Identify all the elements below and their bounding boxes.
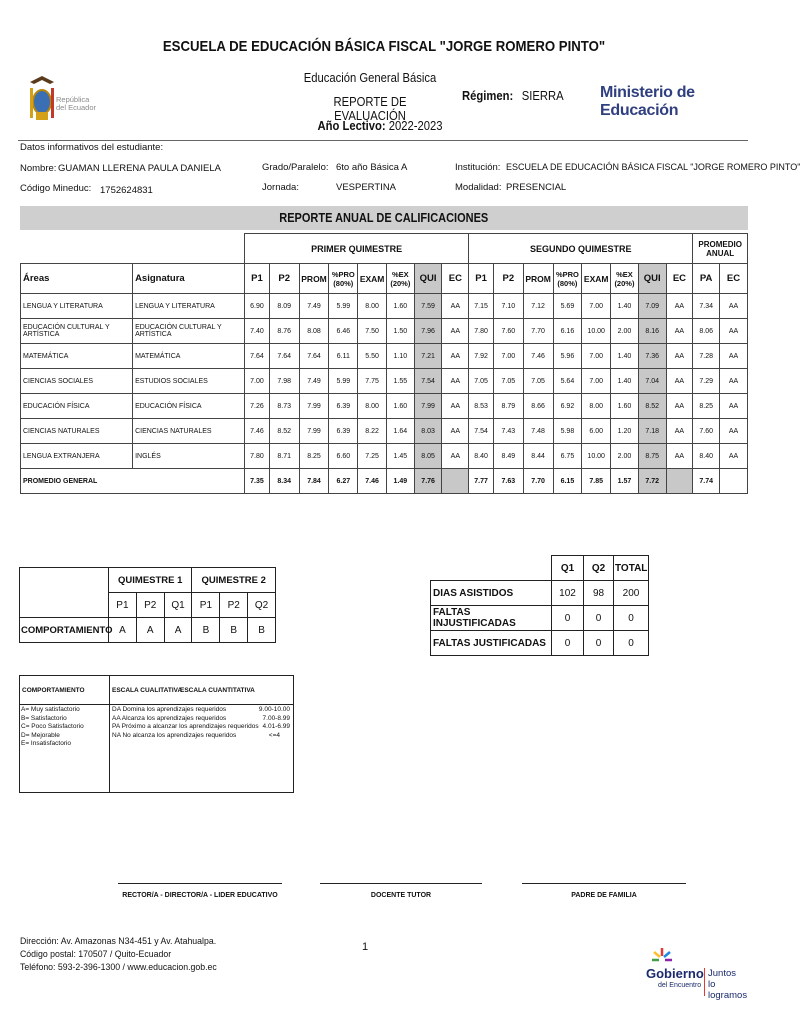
grade-cell: 7.64 — [269, 344, 299, 369]
col-header: PROM — [523, 264, 553, 294]
behavior-table — [19, 567, 276, 643]
grade-cell: AA — [666, 344, 693, 369]
legend-divider — [109, 676, 110, 792]
annual-cell: 7.34 — [693, 294, 720, 319]
behavior-q2-header: QUIMESTRE 2 — [192, 568, 276, 593]
annual-cell: AA — [720, 444, 748, 469]
behavior-subcol: P1 — [192, 593, 220, 618]
behavior-subcol: Q1 — [164, 593, 192, 618]
behavior-row-label: COMPORTAMIENTO — [20, 618, 109, 643]
grade-cell: 7.36 — [638, 344, 666, 369]
col-header: P1 — [469, 264, 494, 294]
gobierno-divider — [704, 968, 705, 996]
grade-cell: 8.08 — [299, 319, 329, 344]
grade-cell: 7.96 — [414, 319, 442, 344]
grade-cell: 7.46 — [245, 419, 270, 444]
subject-cell: EDUCACIÓN CULTURAL Y ARTÍSTICA — [133, 319, 245, 344]
legend-behavior-item: D= Mejorable — [21, 731, 60, 739]
footer-postal: Código postal: 170507 / Quito-Ecuador — [20, 949, 172, 960]
grade-cell: 1.40 — [611, 294, 639, 319]
blank-corner — [21, 234, 133, 264]
level-label: Educación General Básica — [303, 71, 437, 85]
grade-cell: 7.99 — [414, 394, 442, 419]
gobierno-brand: Gobierno — [646, 966, 704, 981]
grade-cell: 1.40 — [611, 369, 639, 394]
grade-cell: 8.16 — [638, 319, 666, 344]
general-cell — [666, 469, 693, 494]
signature-parent: PADRE DE FAMILIA — [571, 892, 637, 899]
general-cell: 7.72 — [638, 469, 666, 494]
modality-label: Modalidad: — [455, 182, 502, 193]
grade-cell: 6.46 — [329, 319, 358, 344]
regime-value: SIERRA — [521, 89, 564, 103]
grade-cell: 1.20 — [611, 419, 639, 444]
subject-cell: ESTUDIOS SOCIALES — [133, 369, 245, 394]
grade-cell: 7.00 — [493, 344, 523, 369]
subject-cell: MATEMÁTICA — [133, 344, 245, 369]
attendance-row-label: FALTAS JUSTIFICADAS — [431, 631, 552, 656]
grade-cell: 7.05 — [493, 369, 523, 394]
attendance-col: Q1 — [552, 556, 584, 581]
general-cell: 7.76 — [414, 469, 442, 494]
footer-address-block — [20, 935, 217, 974]
grade-cell: 7.09 — [638, 294, 666, 319]
attendance-value: 0 — [552, 606, 584, 631]
grades-table — [20, 233, 748, 494]
grade-cell: 8.66 — [523, 394, 553, 419]
grade-cell: AA — [442, 444, 469, 469]
annual-cell: AA — [720, 394, 748, 419]
grade-cell: 10.00 — [582, 444, 611, 469]
grade-cell: AA — [442, 294, 469, 319]
institution-value: ESCUELA DE EDUCACIÓN BÁSICA FISCAL "JORGE ROMERO PINTO" — [506, 162, 800, 172]
annual-cell: 8.25 — [693, 394, 720, 419]
grade-cell: 8.22 — [358, 419, 387, 444]
annual-cell: AA — [720, 369, 748, 394]
behavior-q1-header: QUIMESTRE 1 — [109, 568, 192, 593]
annual-cell: AA — [720, 294, 748, 319]
school-year — [308, 119, 452, 133]
general-cell: 1.49 — [386, 469, 414, 494]
annual-cell: 8.06 — [693, 319, 720, 344]
grade-cell: AA — [442, 369, 469, 394]
grade-cell: 7.49 — [299, 369, 329, 394]
grade-cell: 1.10 — [386, 344, 414, 369]
grade-cell: 6.60 — [329, 444, 358, 469]
general-cell: 7.63 — [493, 469, 523, 494]
signature-principal: RECTOR/A - DIRECTOR/A - LIDER EDUCATIVO — [122, 892, 278, 899]
grade-cell: 8.71 — [269, 444, 299, 469]
grade-cell: AA — [666, 444, 693, 469]
annual-cell: AA — [720, 419, 748, 444]
grade-cell: 7.98 — [269, 369, 299, 394]
grade-cell: 7.92 — [469, 344, 494, 369]
legend-behavior-item: A= Muy satisfactorio — [21, 706, 80, 713]
grade-cell: 8.76 — [269, 319, 299, 344]
area-cell: MATEMÁTICA — [21, 344, 133, 369]
subject-header: Asignatura — [133, 264, 245, 294]
area-cell: CIENCIAS NATURALES — [21, 419, 133, 444]
table-row — [21, 419, 748, 444]
annual-cell: 7.28 — [693, 344, 720, 369]
subject-cell: INGLÉS — [133, 444, 245, 469]
legend-behavior-list — [21, 706, 84, 749]
table-row — [21, 344, 748, 369]
col-header: QUI — [414, 264, 442, 294]
grade-cell: 7.00 — [582, 294, 611, 319]
grade-cell: 5.96 — [553, 344, 582, 369]
name-value: GUAMAN LLERENA PAULA DANIELA — [58, 163, 221, 174]
legend-scale-item: NA No alcanza los aprendizajes requeridos <=4 — [112, 731, 280, 739]
signature-line — [522, 883, 686, 884]
grade-cell: 8.49 — [493, 444, 523, 469]
attendance-value: 0 — [584, 606, 614, 631]
grade-cell: 7.46 — [523, 344, 553, 369]
grade-cell: 7.04 — [638, 369, 666, 394]
logo-text-line2: del Ecuador — [56, 103, 97, 112]
grade-cell: 8.00 — [358, 394, 387, 419]
behavior-blank — [20, 568, 109, 618]
general-cell: 7.70 — [523, 469, 553, 494]
grade-cell: 6.90 — [245, 294, 270, 319]
general-cell: 7.85 — [582, 469, 611, 494]
grade-cell: AA — [442, 394, 469, 419]
area-cell: CIENCIAS SOCIALES — [21, 369, 133, 394]
grade-cell: 7.00 — [245, 369, 270, 394]
grade-cell: 8.53 — [469, 394, 494, 419]
grade-cell: AA — [666, 294, 693, 319]
general-average-label: PROMEDIO GENERAL — [21, 469, 245, 494]
legend-scale-item: DA Domina los aprendizajes requeridos 9.00-10.00 — [112, 706, 290, 713]
gobierno-slogan: Juntos lo logramos — [708, 968, 748, 1001]
grade-cell: 6.39 — [329, 394, 358, 419]
behavior-subcol: P2 — [136, 593, 164, 618]
ministerio-logo: Ministerio de Educación — [600, 84, 695, 119]
grade-label: Grado/Paralelo: — [262, 162, 329, 173]
attendance-value: 0 — [614, 606, 649, 631]
col-header: EXAM — [358, 264, 387, 294]
grade-cell: 6.11 — [329, 344, 358, 369]
grade-cell: 7.00 — [582, 369, 611, 394]
grade-cell: 7.26 — [245, 394, 270, 419]
grade-cell: 7.15 — [469, 294, 494, 319]
annual-average-header: PROMEDIO ANUAL — [693, 234, 748, 264]
subject-cell: EDUCACIÓN FÍSICA — [133, 394, 245, 419]
shift-label: Jornada: — [262, 182, 299, 193]
grade-cell: 2.00 — [611, 444, 639, 469]
area-cell: LENGUA EXTRANJERA — [21, 444, 133, 469]
grade-cell: 2.00 — [611, 319, 639, 344]
grade-cell: 7.59 — [414, 294, 442, 319]
grade-cell: 7.00 — [582, 344, 611, 369]
grade-cell: 8.73 — [269, 394, 299, 419]
col-header: P2 — [493, 264, 523, 294]
grade-cell: 8.44 — [523, 444, 553, 469]
grade-cell: 8.25 — [299, 444, 329, 469]
year-value: 2022-2023 — [388, 119, 443, 133]
grade-cell: AA — [666, 419, 693, 444]
grade-cell: 6.16 — [553, 319, 582, 344]
grade-cell: 7.54 — [469, 419, 494, 444]
grade-cell: AA — [442, 319, 469, 344]
col-header: %EX (20%) — [611, 264, 639, 294]
code-value: 1752624831 — [100, 185, 153, 196]
grade-cell: 8.09 — [269, 294, 299, 319]
grade-cell: 7.64 — [299, 344, 329, 369]
attendance-col: Q2 — [584, 556, 614, 581]
legend-quantitative-title: ESCALA CUANTITATIVA — [180, 687, 255, 694]
grade-cell: 10.00 — [582, 319, 611, 344]
general-cell: 7.84 — [299, 469, 329, 494]
grade-cell: AA — [442, 419, 469, 444]
grade-cell: 6.00 — [582, 419, 611, 444]
grade-cell: 5.98 — [553, 419, 582, 444]
col-header: P2 — [269, 264, 299, 294]
general-annual-cell: 7.74 — [693, 469, 720, 494]
table-row — [21, 444, 748, 469]
attendance-value: 200 — [614, 581, 649, 606]
attendance-row-label: DIAS ASISTIDOS — [431, 581, 552, 606]
col-header: %PRO (80%) — [553, 264, 582, 294]
shift-value: VESPERTINA — [336, 182, 397, 193]
attendance-table — [430, 555, 649, 656]
attendance-row-label: FALTAS INJUSTIFICADAS — [431, 606, 552, 631]
grade-cell: 7.80 — [245, 444, 270, 469]
behavior-value: A — [109, 618, 137, 643]
behavior-value: A — [164, 618, 192, 643]
grade-cell: 7.05 — [523, 369, 553, 394]
grade-cell: 7.40 — [245, 319, 270, 344]
legend-behavior-item: E= Insatisfactorio — [21, 740, 72, 747]
annual-cell: 8.40 — [693, 444, 720, 469]
grade-cell: AA — [666, 394, 693, 419]
col-header: %PRO (80%) — [329, 264, 358, 294]
signature-line — [118, 883, 282, 884]
col-header: QUI — [638, 264, 666, 294]
table-row — [21, 294, 748, 319]
attendance-value: 102 — [552, 581, 584, 606]
col-header: P1 — [245, 264, 270, 294]
grade-cell: 7.43 — [493, 419, 523, 444]
footer-address: Dirección: Av. Amazonas N34-451 y Av. Atahualpa. — [20, 936, 217, 947]
grade-cell: 7.05 — [469, 369, 494, 394]
grade-cell: 1.45 — [386, 444, 414, 469]
attendance-value: 0 — [584, 631, 614, 656]
grade-cell: 8.75 — [638, 444, 666, 469]
attendance-value: 98 — [584, 581, 614, 606]
legend-behavior-item: B= Satisfactorio — [21, 714, 67, 722]
grade-cell: 5.50 — [358, 344, 387, 369]
grade-cell: 8.03 — [414, 419, 442, 444]
subject-cell: LENGUA Y LITERATURA — [133, 294, 245, 319]
student-section-label: Datos informativos del estudiante: — [20, 142, 164, 153]
grade-cell: AA — [442, 344, 469, 369]
grade-cell: 7.64 — [245, 344, 270, 369]
grade-cell: 7.10 — [493, 294, 523, 319]
grade-cell: 6.92 — [553, 394, 582, 419]
grade-cell: 1.64 — [386, 419, 414, 444]
gobierno-logo — [640, 942, 750, 1001]
col-header: PROM — [299, 264, 329, 294]
grade-cell: 7.99 — [299, 419, 329, 444]
grade-cell: 8.52 — [269, 419, 299, 444]
area-cell: EDUCACIÓN CULTURAL Y ARTÍSTICA — [21, 319, 133, 344]
general-cell: 6.27 — [329, 469, 358, 494]
grade-cell: 7.21 — [414, 344, 442, 369]
regime — [462, 89, 564, 103]
grade-value: 6to año Básica A — [336, 162, 408, 173]
grade-cell: 7.70 — [523, 319, 553, 344]
col-header: EXAM — [582, 264, 611, 294]
grade-cell: 8.79 — [493, 394, 523, 419]
grade-cell: 7.12 — [523, 294, 553, 319]
general-cell: 7.35 — [245, 469, 270, 494]
areas-header: Áreas — [21, 264, 133, 294]
grade-cell: 8.00 — [582, 394, 611, 419]
blank-corner-2 — [133, 234, 245, 264]
logo-text-line1: República — [56, 95, 90, 104]
general-cell: 1.57 — [611, 469, 639, 494]
institution-label: Institución: — [455, 162, 501, 173]
col-header: EC — [442, 264, 469, 294]
attendance-value: 0 — [552, 631, 584, 656]
grade-cell: 1.55 — [386, 369, 414, 394]
grade-cell: 1.60 — [611, 394, 639, 419]
grade-cell: 5.99 — [329, 294, 358, 319]
subject-cell: CIENCIAS NATURALES — [133, 419, 245, 444]
grade-cell: 7.54 — [414, 369, 442, 394]
coat-of-arms-icon — [26, 74, 58, 126]
gobierno-brand-sub: del Encuentro — [658, 982, 702, 989]
footer-phone: Teléfono: 593-2-396-1300 / www.educacion.gob.ec — [20, 962, 217, 973]
behavior-subcol: P2 — [220, 593, 248, 618]
year-label: Año Lectivo: — [317, 119, 386, 133]
grade-cell: 7.60 — [493, 319, 523, 344]
behavior-value: A — [136, 618, 164, 643]
legend-box — [19, 675, 294, 793]
area-cell: LENGUA Y LITERATURA — [21, 294, 133, 319]
col-header: PA — [693, 264, 720, 294]
grade-cell: 7.99 — [299, 394, 329, 419]
grade-cell: 7.25 — [358, 444, 387, 469]
table-row — [21, 394, 748, 419]
table-row — [21, 319, 748, 344]
grade-cell: 1.60 — [386, 394, 414, 419]
grade-cell: 7.49 — [299, 294, 329, 319]
behavior-value: B — [192, 618, 220, 643]
behavior-subcol: Q2 — [248, 593, 276, 618]
modality-value: PRESENCIAL — [506, 182, 567, 193]
page-number: 1 — [362, 941, 369, 953]
legend-qualitative-title: ESCALA CUALITATIVA — [112, 687, 183, 694]
annual-cell: 7.60 — [693, 419, 720, 444]
legend-behavior-item: C= Poco Satisfactorio — [21, 723, 84, 730]
signature-tutor: DOCENTE TUTOR — [370, 892, 432, 899]
behavior-subcol: P1 — [109, 593, 137, 618]
col-header: EC — [720, 264, 748, 294]
ecuador-coat-of-arms-logo — [26, 74, 121, 126]
general-cell — [442, 469, 469, 494]
annual-cell: 7.29 — [693, 369, 720, 394]
behavior-value: B — [248, 618, 276, 643]
general-cell: 6.15 — [553, 469, 582, 494]
grade-cell: 1.50 — [386, 319, 414, 344]
grade-cell: 7.48 — [523, 419, 553, 444]
area-cell: EDUCACIÓN FÍSICA — [21, 394, 133, 419]
col-header: EC — [666, 264, 693, 294]
code-label: Código Mineduc: — [20, 183, 92, 194]
grade-cell: 5.69 — [553, 294, 582, 319]
col-header: %EX (20%) — [386, 264, 414, 294]
grade-cell: 8.52 — [638, 394, 666, 419]
grade-cell: AA — [666, 319, 693, 344]
grade-cell: 6.75 — [553, 444, 582, 469]
second-quimester-header: SEGUNDO QUIMESTRE — [469, 234, 693, 264]
grade-cell: 7.80 — [469, 319, 494, 344]
first-quimester-header: PRIMER QUIMESTRE — [245, 234, 469, 264]
grade-cell: 8.05 — [414, 444, 442, 469]
legend-behavior-title: COMPORTAMIENTO — [22, 687, 85, 694]
behavior-value: B — [220, 618, 248, 643]
regime-label: Régimen: — [462, 89, 514, 103]
grade-cell: 5.99 — [329, 369, 358, 394]
report-label: REPORTE DE EVALUACIÓN — [333, 95, 407, 123]
legend-header-line — [20, 704, 293, 705]
general-cell: 8.34 — [269, 469, 299, 494]
general-cell: 7.77 — [469, 469, 494, 494]
grade-cell: 5.64 — [553, 369, 582, 394]
grade-cell: 6.39 — [329, 419, 358, 444]
attendance-col: TOTAL — [614, 556, 649, 581]
school-title: ESCUELA DE EDUCACIÓN BÁSICA FISCAL "JORGE ROMERO PINTO" — [162, 38, 606, 55]
legend-scale-item: PA Próximo a alcanzar los aprendizajes requeridos 4.01-6.99 — [112, 723, 290, 730]
general-annual-cell — [720, 469, 748, 494]
general-cell: 7.46 — [358, 469, 387, 494]
name-label: Nombre: — [20, 163, 57, 174]
general-average-row — [21, 469, 748, 494]
grade-cell: 1.40 — [611, 344, 639, 369]
grade-cell: AA — [666, 369, 693, 394]
student-info-divider — [18, 140, 748, 141]
annual-cell: AA — [720, 344, 748, 369]
annual-cell: AA — [720, 319, 748, 344]
table-row — [21, 369, 748, 394]
legend-scale-list — [112, 706, 290, 740]
signature-line — [320, 883, 482, 884]
grade-cell: 7.50 — [358, 319, 387, 344]
attendance-blank — [431, 556, 552, 581]
grade-cell: 1.60 — [386, 294, 414, 319]
attendance-value: 0 — [614, 631, 649, 656]
annual-report-title: REPORTE ANUAL DE CALIFICACIONES — [20, 206, 748, 230]
grade-cell: 8.00 — [358, 294, 387, 319]
grade-cell: 7.75 — [358, 369, 387, 394]
legend-scale-item: AA Alcanza los aprendizajes requeridos 7.00-8.99 — [112, 714, 290, 722]
grade-cell: 7.18 — [638, 419, 666, 444]
grade-cell: 8.40 — [469, 444, 494, 469]
